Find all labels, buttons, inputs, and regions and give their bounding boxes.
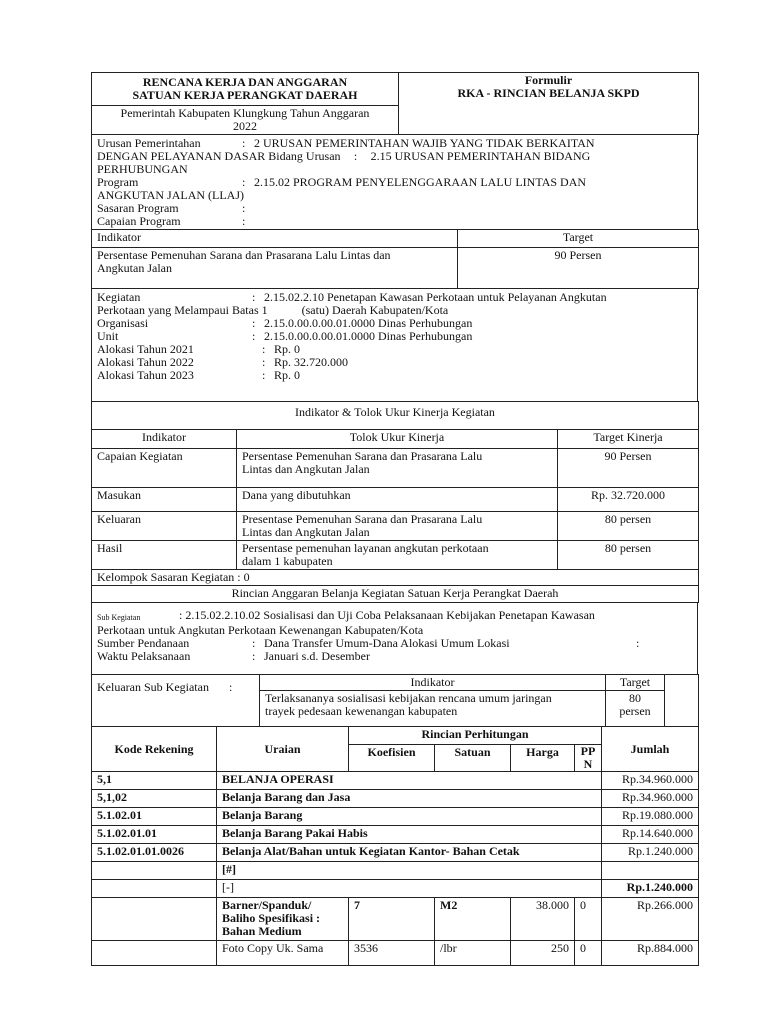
kinerja-tolok-line-2: Lintas dan Angkutan Jalan — [242, 462, 370, 476]
rincian-col-satuan: Satuan — [435, 745, 511, 772]
rincian-hash: [#] — [217, 862, 602, 880]
kinerja-tolok-line-2: Lintas dan Angkutan Jalan — [242, 525, 370, 539]
kinerja-target: 90 Persen — [558, 449, 699, 488]
keluaran-label: Keluaran Sub Kegiatan — [97, 680, 209, 694]
alokasi-2023-value: Rp. 0 — [274, 368, 301, 382]
sub-kegiatan-info — [91, 602, 698, 675]
table-row — [92, 898, 699, 941]
sumber-label: Sumber Pendanaan — [97, 636, 190, 650]
capaian-label: Capaian Program — [97, 214, 181, 228]
rincian-jumlah: Rp.34.960.000 — [602, 772, 699, 790]
rincian-kode: 5,1 — [92, 772, 217, 790]
rincian-item-uraian-line: Bahan Medium — [222, 924, 302, 938]
program-indicator-value — [92, 248, 458, 289]
kinerja-tolok — [237, 512, 558, 541]
table-row — [92, 772, 699, 790]
colon: : — [636, 636, 640, 650]
rincian-uraian: Belanja Barang dan Jasa — [217, 790, 602, 808]
kinerja-row — [92, 488, 699, 512]
keluaran-target — [606, 691, 665, 727]
rincian-col-uraian: Uraian — [217, 727, 349, 772]
rincian-dash: [-] — [217, 880, 602, 898]
rincian-kode — [92, 941, 217, 966]
rincian-col-perhitungan: Rincian Perhitungan — [349, 727, 602, 745]
sub-kegiatan-label: Sub Kegiatan — [97, 613, 141, 622]
kinerja-tolok-line-1: Persentase Pemenuhan Sarana dan Prasarana Lalu — [242, 449, 483, 463]
rincian-kode — [92, 898, 217, 941]
rincian-kode — [92, 862, 217, 880]
table-row — [92, 880, 699, 898]
rincian-item-jumlah: Rp.884.000 — [602, 941, 699, 966]
organisasi-label: Organisasi — [97, 316, 149, 330]
urusan-value-2b: 2.15 URUSAN PEMERINTAHAN BIDANG — [370, 149, 591, 163]
rincian-col-ppn-line-2: N — [583, 757, 593, 771]
kinerja-tolok — [237, 449, 558, 488]
colon: : — [252, 649, 256, 663]
colon: : — [228, 680, 233, 694]
rincian-col-kode: Kode Rekening — [92, 727, 217, 772]
kegiatan-value-2b: (satu) Daerah Kabupaten/Kota — [301, 303, 449, 317]
rincian-item-ppn: 0 — [575, 898, 602, 941]
colon: : — [252, 636, 256, 650]
kinerja-target: 80 persen — [558, 512, 699, 541]
kinerja-col-indikator: Indikator — [92, 430, 237, 449]
rincian-kode: 5,1,02 — [92, 790, 217, 808]
alokasi-2022-label: Alokasi Tahun 2022 — [97, 355, 194, 369]
rincian-item-satuan: M2 — [435, 898, 511, 941]
colon: : — [242, 214, 246, 228]
table-row — [92, 826, 699, 844]
rincian-kode: 5.1.02.01 — [92, 808, 217, 826]
colon: : — [262, 368, 266, 382]
rincian-col-harga: Harga — [511, 745, 575, 772]
kinerja-table — [91, 401, 699, 603]
program-indicator-line-1: Persentase Pemenuhan Sarana dan Prasarana Lalu Lintas dan — [97, 248, 391, 262]
rka-document — [91, 72, 698, 966]
rincian-jumlah: Rp.14.640.000 — [602, 826, 699, 844]
left-title-line-2: SATUAN KERJA PERANGKAT DAERAH — [132, 88, 358, 102]
unit-label: Unit — [97, 329, 119, 343]
right-title-line-1: Formulir — [524, 73, 573, 87]
rincian-kode: 5.1.02.01.01.0026 — [92, 844, 217, 862]
rincian-uraian: Belanja Alat/Bahan untuk Kegiatan Kantor- Bahan Cetak — [217, 844, 602, 862]
sub-kegiatan-value-1: : 2.15.02.2.10.02 Sosialisasi dan Uji Coba Pelaksanaan Kebijakan Penetapan Kawasan — [179, 608, 595, 622]
left-title — [92, 73, 399, 106]
kinerja-title: Indikator & Tolok Ukur Kinerja Kegiatan — [92, 402, 699, 430]
kegiatan-value-1: 2.15.02.2.10 Penetapan Kawasan Perkotaan untuk Pelayanan Angkutan — [264, 290, 607, 304]
program-label: Program — [97, 175, 139, 189]
rincian-item-uraian-line: Baliho Spesifikasi : — [222, 911, 321, 925]
table-row — [92, 862, 699, 880]
table-row — [92, 844, 699, 862]
keluaran-indikator-line-1: Terlaksananya sosialisasi kebijakan rencana umum jaringan — [265, 691, 552, 705]
sasaran-label: Sasaran Program — [97, 201, 179, 215]
right-title-line-2: RKA - RINCIAN BELANJA SKPD — [457, 86, 640, 100]
rincian-table — [91, 726, 699, 966]
colon: : — [252, 329, 256, 343]
rincian-uraian: Belanja Barang Pakai Habis — [217, 826, 602, 844]
rincian-item-ppn: 0 — [575, 941, 602, 966]
colon: : — [353, 149, 358, 163]
gov-line-1: Pemerintah Kabupaten Klungkung Tahun Anggaran — [120, 106, 370, 120]
keluaran-empty-cell — [665, 675, 699, 727]
kegiatan-label: Kegiatan — [97, 290, 141, 304]
colon: : — [262, 342, 266, 356]
rincian-kode — [92, 880, 217, 898]
program-info — [91, 134, 698, 230]
rincian-jumlah: Rp.19.080.000 — [602, 808, 699, 826]
alokasi-2022-value: Rp. 32.720.000 — [274, 355, 349, 369]
rincian-uraian: BELANJA OPERASI — [217, 772, 602, 790]
kinerja-tolok-line-2: dalam 1 kabupaten — [242, 554, 333, 568]
kegiatan-value-2a: Perkotaan yang Melampaui Batas 1 — [97, 303, 268, 317]
keluaran-col-target: Target — [606, 675, 665, 691]
kinerja-tolok-line-1: Presentase Pemenuhan Sarana dan Prasarana Lalu — [242, 512, 483, 526]
program-indicator-table — [91, 229, 699, 289]
kelompok-sasaran: Kelompok Sasaran Kegiatan : 0 — [92, 570, 699, 586]
gov-line — [92, 106, 399, 135]
sub-kegiatan-value-2: Perkotaan untuk Angkutan Perkotaan Kewenangan Kabupaten/Kota — [97, 623, 424, 637]
waktu-label: Waktu Pelaksanaan — [97, 649, 191, 663]
unit-value: 2.15.0.00.0.00.01.0000 Dinas Perhubungan — [264, 329, 473, 343]
table-row — [92, 790, 699, 808]
rincian-item-koefisien: 7 — [349, 898, 435, 941]
alokasi-2021-label: Alokasi Tahun 2021 — [97, 342, 194, 356]
rincian-kode: 5.1.02.01.01 — [92, 826, 217, 844]
kinerja-row — [92, 541, 699, 570]
rincian-item-satuan: /lbr — [435, 941, 511, 966]
program-indicator-line-2: Angkutan Jalan — [97, 261, 172, 275]
kinerja-target: 80 persen — [558, 541, 699, 570]
kinerja-row — [92, 449, 699, 488]
rincian-item-uraian-line: Barner/Spanduk/ — [222, 898, 312, 912]
keluaran-indikator — [260, 691, 606, 727]
rincian-uraian: Belanja Barang — [217, 808, 602, 826]
keluaran-target-line-2: persen — [619, 704, 651, 718]
kinerja-indikator: Masukan — [92, 488, 237, 512]
kegiatan-info — [91, 288, 698, 402]
keluaran-sub-kegiatan — [91, 674, 699, 727]
kinerja-col-target: Target Kinerja — [558, 430, 699, 449]
rincian-item-harga: 38.000 — [511, 898, 575, 941]
right-title — [399, 73, 699, 135]
rincian-item-jumlah: Rp.266.000 — [602, 898, 699, 941]
rincian-item-uraian — [217, 898, 349, 941]
rincian-col-jumlah: Jumlah — [602, 727, 699, 772]
program-target-header: Target — [458, 230, 699, 248]
urusan-value-1: 2 URUSAN PEMERINTAHAN WAJIB YANG TIDAK BERKAITAN — [254, 136, 595, 150]
rincian-item-harga: 250 — [511, 941, 575, 966]
rincian-item-koefisien: 3536 — [349, 941, 435, 966]
sumber-value: Dana Transfer Umum-Dana Alokasi Umum Lokasi — [264, 636, 510, 650]
waktu-value: Januari s.d. Desember — [264, 649, 370, 663]
rincian-jumlah: Rp.34.960.000 — [602, 790, 699, 808]
colon: : — [242, 136, 246, 150]
left-title-line-1: RENCANA KERJA DAN ANGGARAN — [142, 75, 348, 89]
organisasi-value: 2.15.0.00.0.00.01.0000 Dinas Perhubungan — [264, 316, 473, 330]
gov-line-2: 2022 — [233, 119, 257, 133]
kinerja-row — [92, 512, 699, 541]
rincian-col-koefisien: Koefisien — [349, 745, 435, 772]
rincian-col-ppn-line-1: PP — [580, 744, 596, 758]
program-value-1: 2.15.02 PROGRAM PENYELENGGARAAN LALU LINTAS DAN — [254, 175, 587, 189]
colon: : — [262, 355, 266, 369]
urusan-value-2a: DENGAN PELAYANAN DASAR Bidang Urusan — [97, 149, 341, 163]
keluaran-label-cell — [92, 675, 260, 727]
rincian-item-uraian: Foto Copy Uk. Sama — [217, 941, 349, 966]
rincian-anggaran-title: Rincian Anggaran Belanja Kegiatan Satuan Kerja Perangkat Daerah — [92, 586, 699, 603]
header-table — [91, 72, 699, 135]
rincian-dash-total: Rp.1.240.000 — [602, 880, 699, 898]
rincian-jumlah — [602, 862, 699, 880]
colon: : — [242, 175, 246, 189]
colon: : — [252, 290, 256, 304]
rincian-col-ppn — [575, 745, 602, 772]
kinerja-indikator: Keluaran — [92, 512, 237, 541]
kinerja-indikator: Hasil — [92, 541, 237, 570]
alokasi-2021-value: Rp. 0 — [274, 342, 301, 356]
colon: : — [252, 316, 256, 330]
kinerja-indikator: Capaian Kegiatan — [92, 449, 237, 488]
keluaran-indikator-line-2: trayek pedesaan kewenangan kabupaten — [265, 704, 458, 718]
keluaran-col-indikator: Indikator — [260, 675, 606, 691]
rincian-jumlah: Rp.1.240.000 — [602, 844, 699, 862]
program-value-2: ANGKUTAN JALAN (LLAJ) — [97, 188, 245, 202]
kinerja-target: Rp. 32.720.000 — [558, 488, 699, 512]
program-target-value: 90 Persen — [458, 248, 699, 289]
urusan-label: Urusan Pemerintahan — [97, 136, 201, 150]
alokasi-2023-label: Alokasi Tahun 2023 — [97, 368, 194, 382]
colon: : — [242, 201, 246, 215]
table-row — [92, 808, 699, 826]
kinerja-tolok-line-1: Persentase pemenuhan layanan angkutan perkotaan — [242, 541, 489, 555]
keluaran-target-line-1: 80 — [629, 691, 641, 705]
kinerja-col-tolok: Tolok Ukur Kinerja — [237, 430, 558, 449]
urusan-value-3: PERHUBUNGAN — [97, 162, 188, 176]
kinerja-tolok: Dana yang dibutuhkan — [237, 488, 558, 512]
table-row — [92, 941, 699, 966]
program-indicator-header: Indikator — [92, 230, 458, 248]
kinerja-tolok — [237, 541, 558, 570]
